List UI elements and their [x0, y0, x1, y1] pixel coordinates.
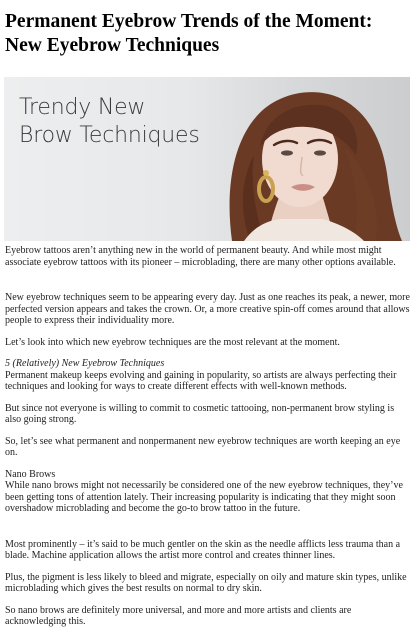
article-title: Permanent Eyebrow Trends of the Moment: New Eyebrow Techniques [5, 11, 373, 56]
paragraph-nano-intro: While nano brows might not necessarily be considered one of the new eyebrow techniques, they’ve been getting tons of attention lately. Their increasing popularity is indicating that they might soon overshadow microblading and become the go-to brow tattoo in the future. [5, 480, 403, 514]
paragraph-gentler: Most prominently – it’s said to be much gentler on the skin as the needle afflicts less trauma than a blade. Machine application allows the artist more control and creates thinner lines. [5, 538, 401, 561]
subheading-nano-brows: Nano Brows [5, 468, 56, 480]
paragraph-pigment: Plus, the pigment is less likely to bleed and migrate, especially on oily and mature skin types, unlike microblading which gives the best results on normal to dry skin. [5, 571, 407, 594]
paragraph-intro: Eyebrow tattoos aren’t anything new in the world of permanent beauty. And while most might associate eyebrow tattoos with its pioneer – microblading, there are many other options available. [5, 245, 396, 268]
paragraph-non-permanent: But since not everyone is willing to commit to cosmetic tattooing, non-permanent brow styling is also going strong. [5, 402, 395, 425]
paragraph-look-into: Let’s look into which new eyebrow techniques are the most relevant at the moment. [5, 336, 340, 348]
hero-overlay-text [19, 94, 200, 150]
article-body [5, 245, 411, 632]
paragraph-new-techniques: New eyebrow techniques seem to be appearing every day. Just as one reaches its peak, a newer, more perfected version appears and takes the crown. Or, a more creative spin-off comes around that allows people to express their individuality more. [5, 292, 410, 326]
subheading-five-techniques: 5 (Relatively) New Eyebrow Techniques [5, 358, 165, 369]
paragraph-worth-keeping: So, let’s see what permanent and nonpermanent new eyebrow techniques are worth keeping an eye on. [5, 435, 401, 458]
paragraph-universal: So nano brows are definitely more universal, and more and more artists and clients are acknowledging this. [5, 604, 352, 627]
hero-text-line-2: Brow Techniques [19, 123, 200, 148]
hero-text-line-1: Trendy New [19, 95, 146, 120]
hero-image [4, 77, 410, 241]
paragraph-permanent-makeup: Permanent makeup keeps evolving and gaining in popularity, so artists are always perfecting their techniques and looking for ways to create different effects with well-known methods. [5, 369, 397, 392]
